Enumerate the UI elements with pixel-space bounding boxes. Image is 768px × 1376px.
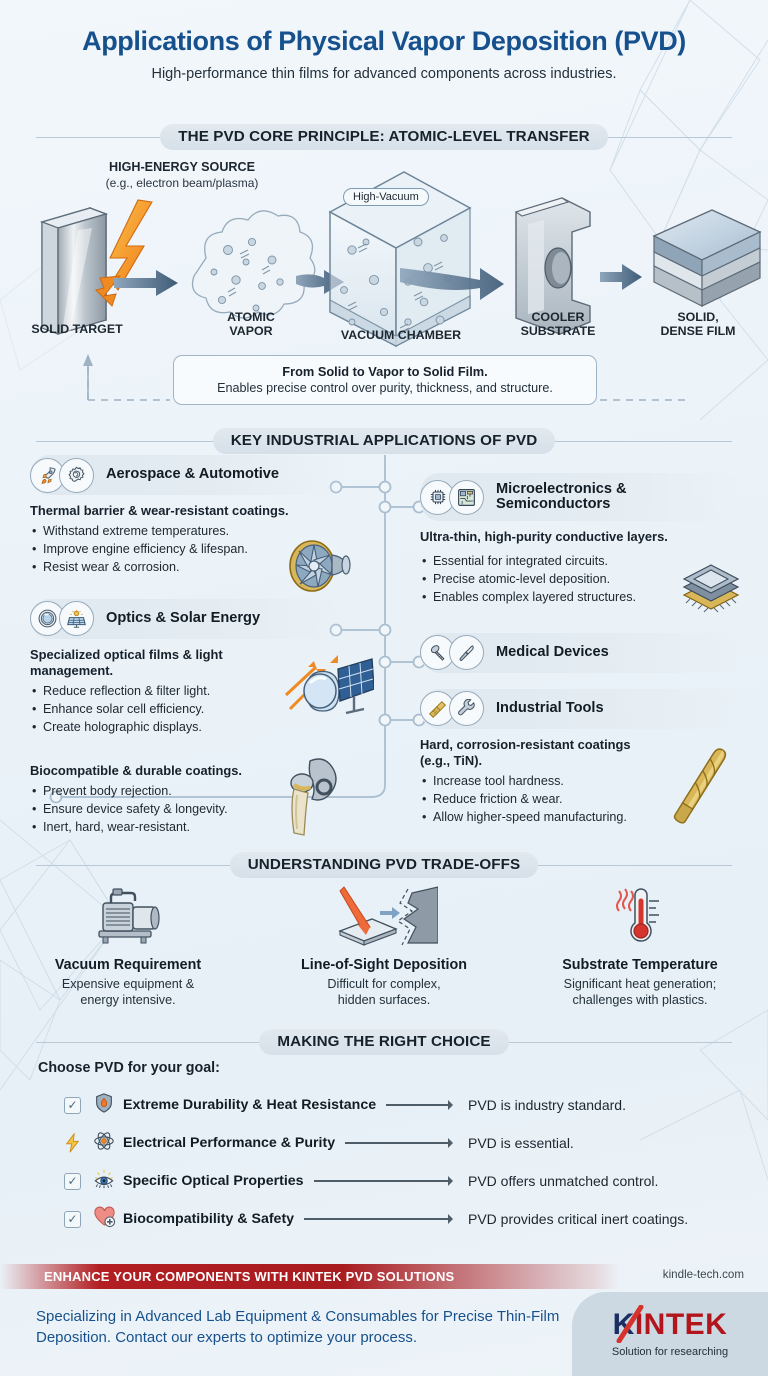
stage-caption-substrate-line2: SUBSTRATE <box>520 324 596 339</box>
stage-caption-vapor-line1: ATOMIC <box>227 310 275 324</box>
source-label-primary: HIGH-ENERGY SOURCE <box>108 160 255 174</box>
choice-row-extreme-durability[interactable] <box>38 1086 738 1124</box>
app-card-microelectronics-semiconductors[interactable] <box>420 473 742 521</box>
divider-left <box>36 1042 259 1043</box>
list-item: • Withstand extreme temperatures. <box>30 523 350 541</box>
divider-right <box>555 441 732 442</box>
list-item: • Improve engine efficiency & lifespan. <box>30 541 350 559</box>
app-card-aerospace-automotive[interactable] <box>30 455 350 495</box>
source-label-secondary: (e.g., electron beam/plasma) <box>105 176 259 190</box>
list-item: • Increase tool hardness. <box>420 773 742 791</box>
cta-banner-text: ENHANCE YOUR COMPONENTS WITH KINTEK PVD SOLUTIONS <box>44 1269 455 1284</box>
app-title-medical-devices: Medical Devices <box>496 644 609 661</box>
kintek-logo <box>572 1292 768 1376</box>
app-title-microelectronics-semiconductors: Microelectronics & Semiconductors <box>496 480 627 512</box>
applications-section <box>0 455 768 855</box>
app-lead-optics-solar-energy: Specialized optical films & light management. <box>30 646 223 678</box>
app-lead-microelectronics-semiconductors: Ultra-thin, high-purity conductive layers. <box>420 529 668 544</box>
app-bullets-microelectronics-semiconductors <box>420 553 742 607</box>
tradeoff-text-line2: challenges with plastics. <box>572 993 708 1008</box>
tradeoff-vacuum-requirement <box>0 885 256 1009</box>
stage-caption-vapor-line2: VAPOR <box>229 324 273 339</box>
choice-row-specific-optical[interactable] <box>38 1162 738 1200</box>
tradeoff-substrate-temperature <box>512 885 768 1009</box>
app-card-medical-devices[interactable] <box>420 633 742 673</box>
choice-section <box>38 1060 738 1238</box>
solar-panel-icon <box>59 601 94 636</box>
choice-lead-text: Choose PVD for your goal: <box>38 1060 220 1076</box>
arrow-right-icon <box>304 1214 458 1224</box>
list-item: • Resist wear & corrosion. <box>30 559 350 577</box>
logo-letters-intek: INTEK <box>634 1308 728 1341</box>
list-item: • Prevent body rejection. <box>30 783 350 801</box>
cta-banner <box>0 1264 620 1289</box>
choice-label: Electrical Performance & Purity <box>123 1135 336 1151</box>
wrench-icon <box>449 691 484 726</box>
app-bullets-optics-solar-energy <box>30 683 350 737</box>
page-title: Applications of Physical Vapor Deposition (PVD) <box>82 26 686 56</box>
arrow-right-icon <box>345 1138 458 1148</box>
stage-caption-chamber: VACUUM CHAMBER <box>340 328 462 342</box>
choice-row-biocompatibility[interactable] <box>38 1200 738 1238</box>
choice-result: PVD provides critical inert coatings. <box>468 1211 689 1227</box>
checkbox-checked-icon[interactable]: ✓ <box>64 1211 81 1228</box>
page-footer <box>0 1258 768 1376</box>
tradeoff-heading: Substrate Temperature <box>562 957 718 973</box>
app-lead-aerospace-automotive: Thermal barrier & wear-resistant coatings. <box>30 503 289 518</box>
thermometer-icon <box>528 885 752 947</box>
page-subtitle: High-performance thin films for advanced components across industries. <box>151 66 617 82</box>
section-header-choice <box>36 1029 732 1055</box>
atomic-vapor-art <box>193 211 315 318</box>
tradeoff-heading: Vacuum Requirement <box>54 957 202 973</box>
choice-result: PVD offers unmatched control. <box>468 1173 659 1189</box>
app-card-industrial-tools[interactable] <box>420 689 742 729</box>
app-bullets-aerospace-automotive <box>30 523 350 577</box>
applications-left-column <box>30 455 350 836</box>
arrow-right-icon <box>314 1176 458 1186</box>
stage-caption-substrate-line1: COOLER <box>531 310 585 324</box>
high-energy-source-label <box>62 160 302 190</box>
list-item: • Ensure device safety & longevity. <box>30 801 350 819</box>
app-lead-industrial-tools: Hard, corrosion-resistant coatings (e.g., TiN). <box>420 736 631 768</box>
flame-shield-icon <box>89 1092 119 1119</box>
list-item: • Essential for integrated circuits. <box>420 553 742 571</box>
scalpel-icon <box>449 635 484 670</box>
list-item: • Enables complex layered structures. <box>420 589 742 607</box>
choice-label: Specific Optical Properties <box>123 1173 304 1189</box>
tradeoffs-section <box>0 885 768 1009</box>
list-item: • Precise atomic-level deposition. <box>420 571 742 589</box>
app-title-industrial-tools: Industrial Tools <box>496 700 604 717</box>
heart-plus-icon <box>89 1205 119 1233</box>
stage-caption-film <box>638 310 758 339</box>
list-item: • Reduce friction & wear. <box>420 791 742 809</box>
callout-description: Enables precise control over purity, thickness, and structure. <box>217 381 553 395</box>
choice-label: Biocompatibility & Safety <box>123 1211 295 1227</box>
arrow-right-icon <box>386 1100 458 1110</box>
eye-icon <box>89 1168 119 1195</box>
stage-caption-film-line1: SOLID, <box>677 310 719 324</box>
flow-arrow-4 <box>600 264 642 290</box>
logo-letter-k: K <box>612 1308 635 1341</box>
page-header <box>0 26 768 82</box>
stage-caption-film-line2: DENSE FILM <box>660 324 736 339</box>
line-of-sight-icon <box>272 885 496 947</box>
callout-headline: From Solid to Vapor to Solid Film. <box>282 364 488 379</box>
choice-label: Extreme Durability & Heat Resistance <box>123 1097 377 1113</box>
section-title-choice: MAKING THE RIGHT CHOICE <box>259 1029 508 1055</box>
divider-left <box>36 865 230 866</box>
applications-right-column <box>420 473 742 827</box>
divider-right <box>608 137 732 138</box>
checkbox-checked-icon[interactable]: ✓ <box>64 1173 81 1190</box>
section-header-core <box>36 124 732 150</box>
tradeoff-line-of-sight-deposition <box>256 885 512 1009</box>
choice-row-electrical-performance[interactable] <box>38 1124 738 1162</box>
gear-icon <box>59 458 94 493</box>
footer-description: Specializing in Advanced Lab Equipment & Consumables for Precise Thin-Film Deposition. Contact our experts to optimize your process. <box>36 1308 560 1347</box>
divider-right <box>509 1042 732 1043</box>
solid-dense-film-art <box>654 210 760 306</box>
divider-left <box>36 137 160 138</box>
section-title-core: THE PVD CORE PRINCIPLE: ATOMIC-LEVEL TRANSFER <box>160 124 608 150</box>
app-title-aerospace-automotive: Aerospace & Automotive <box>106 466 280 483</box>
app-bullets-medical-devices <box>30 783 350 837</box>
app-bullets-industrial-tools <box>420 773 742 827</box>
logo-tagline: Solution for researching <box>611 1346 729 1358</box>
tradeoff-text-line2: hidden surfaces. <box>337 993 431 1008</box>
section-header-apps <box>36 428 732 454</box>
circuit-board-icon <box>449 480 484 515</box>
logo-wordmark <box>613 1310 728 1340</box>
stage-caption-substrate <box>498 310 618 339</box>
list-item: • Inert, hard, wear-resistant. <box>30 819 350 837</box>
choice-result: PVD is industry standard. <box>468 1097 626 1113</box>
core-callout-box <box>173 355 597 405</box>
tradeoff-heading: Line-of-Sight Deposition <box>301 957 467 973</box>
website-url[interactable]: kindle-tech.com <box>662 1268 744 1281</box>
high-vacuum-badge: High-Vacuum <box>343 188 429 206</box>
list-item: • Reduce reflection & filter light. <box>30 683 350 701</box>
section-title-apps: KEY INDUSTRIAL APPLICATIONS OF PVD <box>213 428 556 454</box>
app-title-optics-solar-energy: Optics & Solar Energy <box>106 610 261 627</box>
divider-left <box>36 441 213 442</box>
atom-icon <box>89 1130 119 1157</box>
app-lead-medical-devices: Biocompatible & durable coatings. <box>30 762 243 778</box>
section-header-tradeoffs <box>36 852 732 878</box>
list-item: • Allow higher-speed manufacturing. <box>420 809 742 827</box>
tradeoff-text-line1: Expensive equipment & <box>61 977 195 991</box>
solid-target-art <box>42 208 106 334</box>
lightning-bolt-icon[interactable] <box>64 1135 81 1152</box>
stage-caption-vapor <box>196 310 306 339</box>
section-title-tradeoffs: UNDERSTANDING PVD TRADE-OFFS <box>230 852 539 878</box>
list-item: • Enhance solar cell efficiency. <box>30 701 350 719</box>
tradeoff-text-line1: Significant heat generation; <box>563 977 717 991</box>
list-item: • Create holographic displays. <box>30 719 350 737</box>
vacuum-pump-icon <box>16 885 240 947</box>
app-card-optics-solar-energy[interactable] <box>30 599 350 639</box>
choice-result: PVD is essential. <box>468 1135 574 1151</box>
logo-slash-icon <box>612 1305 645 1343</box>
stage-caption-target: SOLID TARGET <box>31 322 123 336</box>
divider-right <box>538 865 732 866</box>
tradeoff-text-line1: Difficult for complex, <box>327 977 441 991</box>
tradeoff-text-line2: energy intensive. <box>80 993 176 1008</box>
checkbox-checked-icon[interactable]: ✓ <box>64 1097 81 1114</box>
